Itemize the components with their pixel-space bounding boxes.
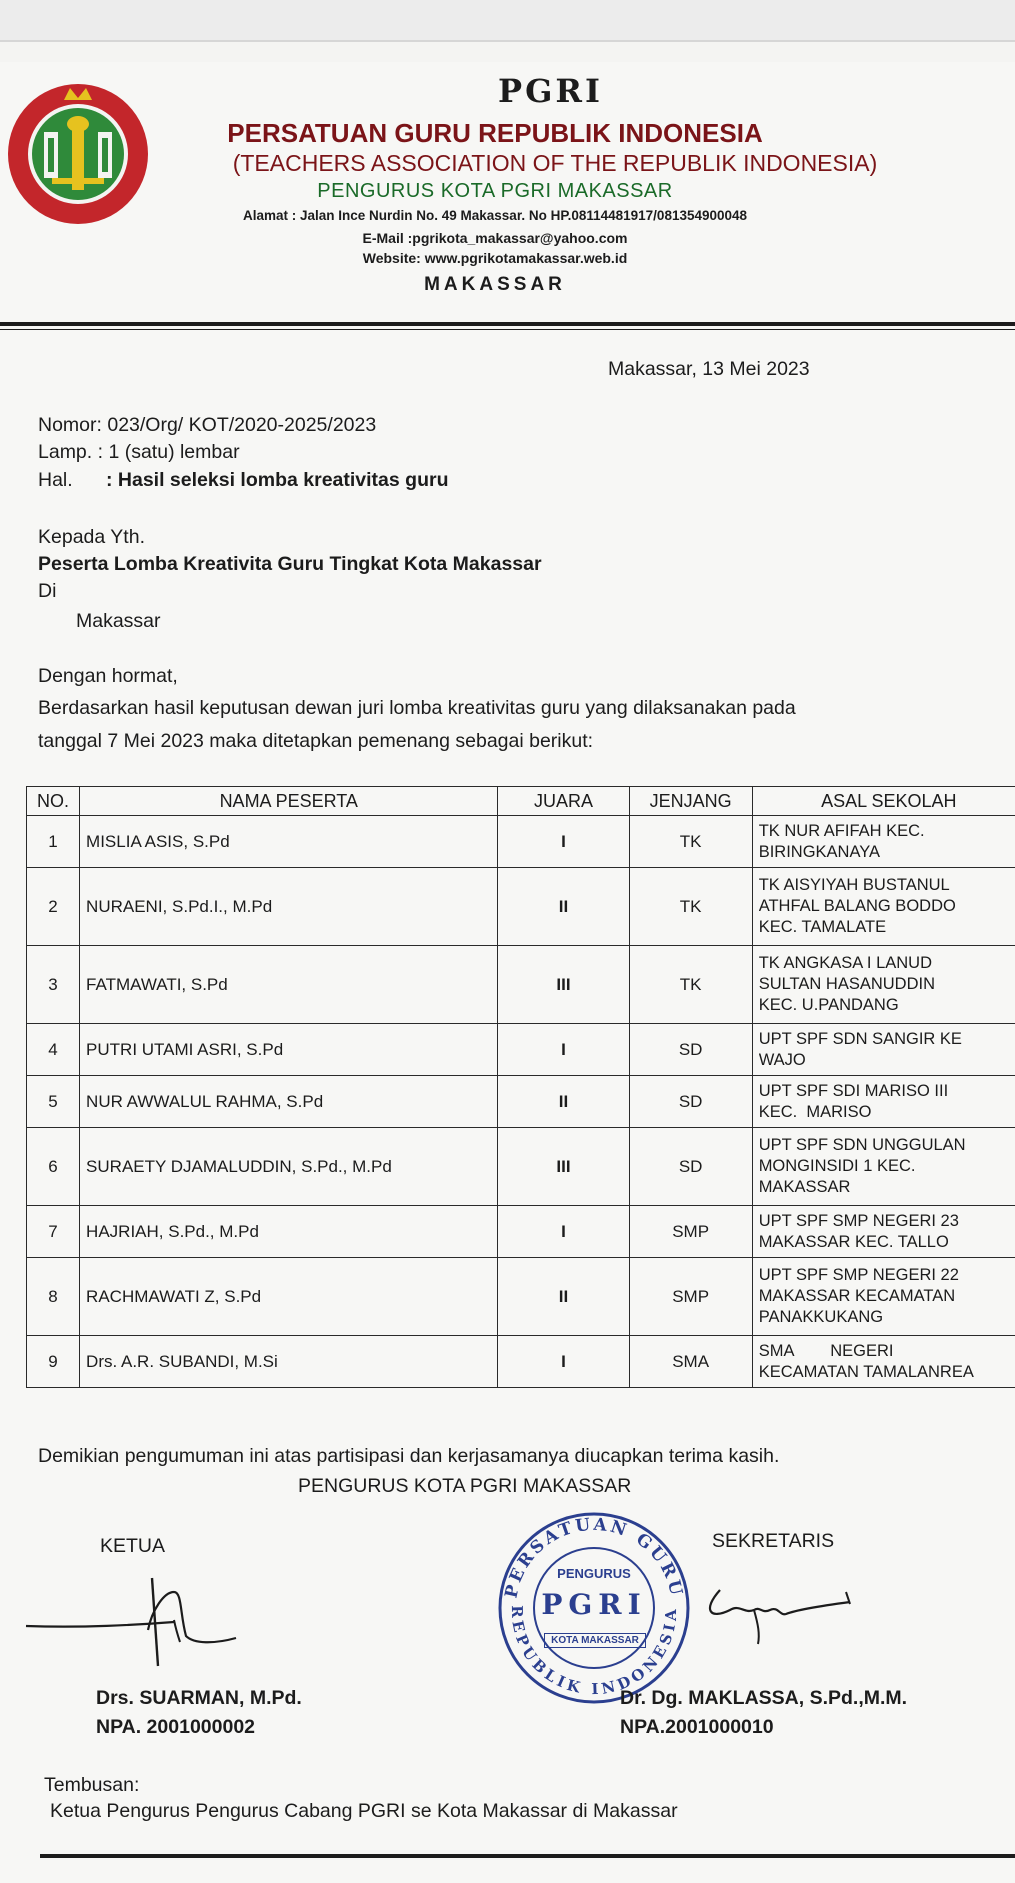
header-juara: JUARA [498,787,629,816]
asal-line: KEC. MARISO [758,1102,872,1121]
row-juara: III [498,1128,629,1206]
row-no: 5 [27,1076,80,1128]
asal-line: WAJO [758,1050,806,1069]
address-line: Alamat : Jalan Ince Nurdin No. 49 Makassar. No HP.08114481917/081354900048 [242,208,748,223]
row-jenjang: SMP [629,1206,752,1258]
row-name: RACHMAWATI Z, S.Pd [80,1258,498,1336]
row-juara: I [498,1336,629,1388]
svg-text:REPUBLIK INDONESIA: REPUBLIK INDONESIA [507,1605,681,1699]
website-line: Website: www.pgrikotamakassar.web.id [362,250,628,266]
asal-line: SULTAN HASANUDDIN [758,975,936,993]
table-row [27,1206,1015,1258]
letter-number: Nomor: 023/Org/ KOT/2020-2025/2023 [38,414,377,436]
table-row [27,1258,1015,1336]
addressee-place: Makassar [76,610,161,632]
asal-line: UPT SPF SMP NEGERI 22 [758,1266,959,1284]
asal-line: TK NUR AFIFAH KEC. [758,821,925,840]
row-name: NURAENI, S.Pd.I., M.Pd [80,868,498,946]
asal-line: KEC. TAMALATE [758,918,887,936]
row-no: 2 [27,868,80,946]
winners-table-body [27,816,1015,1388]
row-name: NUR AWWALUL RAHMA, S.Pd [80,1076,498,1128]
ketua-signature-icon [24,1570,244,1670]
top-bar [0,0,1015,40]
row-juara: III [498,946,629,1024]
table-row [27,1024,1015,1076]
row-asal-sekolah [752,1206,1015,1258]
table-row [27,1336,1015,1388]
row-jenjang: TK [629,946,752,1024]
winners-table [26,786,1015,1388]
table-header-row [27,787,1015,816]
asal-line: KEC. U.PANDANG [758,996,899,1014]
row-asal-sekolah [752,1258,1015,1336]
top-bar-divider [0,40,1015,42]
header-name: NAMA PESERTA [80,787,498,816]
subject-label: Hal. [38,469,73,491]
pgri-logo-icon [4,80,152,228]
asal-line: PANAKKUKANG [758,1308,884,1326]
ketua-name: Drs. SUARMAN, M.Pd. [96,1687,302,1709]
row-asal-sekolah [752,1024,1015,1076]
letter-date: Makassar, 13 Mei 2023 [608,358,810,380]
letterhead-rule-thick [0,322,1015,326]
branch-name: PENGURUS KOTA PGRI MAKASSAR [317,180,673,202]
header-no: NO. [27,787,80,816]
row-jenjang: TK [629,816,752,868]
header-jenjang: JENJANG [629,787,752,816]
letterhead-rule-thin [0,329,1015,330]
sekretaris-title: SEKRETARIS [712,1530,835,1552]
asal-line: MAKASSAR KECAMATAN [758,1287,956,1305]
asal-line: KECAMATAN TAMALANREA [758,1362,974,1381]
org-name: PERSATUAN GURU REPUBLIK INDONESIA [227,118,763,148]
table-row [27,816,1015,868]
org-short-name: PGRI [498,72,603,110]
row-juara: II [498,1258,629,1336]
body-line-2: tanggal 7 Mei 2023 maka ditetapkan pemenang sebagai berikut: [38,730,594,752]
row-no: 9 [27,1336,80,1388]
row-name: HAJRIAH, S.Pd., M.Pd [80,1206,498,1258]
body-line-1: Berdasarkan hasil keputusan dewan juri lomba kreativitas guru yang dilaksanakan pada [38,697,796,719]
svg-text:PERSATUAN GURU: PERSATUAN GURU [501,1514,687,1600]
ketua-npa: NPA. 2001000002 [96,1716,256,1738]
row-juara: II [498,868,629,946]
cc-title: Tembusan: [44,1774,140,1796]
table-row [27,1128,1015,1206]
row-asal-sekolah [752,816,1015,868]
email-line: E-Mail :pgrikota_makassar@yahoo.com [362,230,628,246]
addressee-label: Kepada Yth. [38,526,145,548]
seal-text-layer [494,1508,694,1708]
seal-label-bottom: KOTA MAKASSAR [544,1633,646,1648]
recipient: Peserta Lomba Kreativita Guru Tingkat Kota Makassar [38,553,542,575]
row-no: 4 [27,1024,80,1076]
seal-label-top: PENGURUS [557,1566,631,1581]
asal-line: TK ANGKASA I LANUD [758,954,932,972]
row-name: SURAETY DJAMALUDDIN, S.Pd., M.Pd [80,1128,498,1206]
row-juara: II [498,1076,629,1128]
asal-line: SMA NEGERI [758,1341,894,1360]
signing-body: PENGURUS KOTA PGRI MAKASSAR [298,1475,632,1497]
subject-value: : Hasil seleksi lomba kreativitas guru [106,469,449,491]
row-no: 7 [27,1206,80,1258]
row-jenjang: TK [629,868,752,946]
row-jenjang: SMP [629,1258,752,1336]
sekretaris-npa: NPA.2001000010 [620,1716,774,1738]
row-no: 6 [27,1128,80,1206]
row-jenjang: SD [629,1076,752,1128]
asal-line: TK AISYIYAH BUSTANUL [758,876,950,894]
greeting: Dengan hormat, [38,665,178,687]
addressee-di: Di [38,580,57,602]
row-asal-sekolah [752,1128,1015,1206]
closing-text: Demikian pengumuman ini atas partisipasi dan kerjasamanya diucapkan terima kasih. [38,1445,780,1467]
row-no: 3 [27,946,80,1024]
row-name: Drs. A.R. SUBANDI, M.Si [80,1336,498,1388]
asal-line: MONGINSIDI 1 KEC. [758,1157,916,1175]
seal-center-text: PGRI [541,1588,647,1621]
asal-line: MAKASSAR [758,1178,851,1196]
sekretaris-name: Dr. Dg. MAKLASSA, S.Pd.,M.M. [620,1687,908,1709]
row-name: PUTRI UTAMI ASRI, S.Pd [80,1024,498,1076]
asal-line: UPT SPF SMP NEGERI 23 [758,1211,959,1230]
asal-line: UPT SPF SDI MARISO III [758,1081,949,1100]
letter-attachment: Lamp. : 1 (satu) lembar [38,441,240,463]
row-asal-sekolah [752,1336,1015,1388]
row-name: MISLIA ASIS, S.Pd [80,816,498,868]
org-name-english: (TEACHERS ASSOCIATION OF THE REPUBLIK INDONESIA) [232,150,878,176]
header-asal: ASAL SEKOLAH [752,787,1015,816]
table-row [27,946,1015,1024]
cc-line: Ketua Pengurus Pengurus Cabang PGRI se Kota Makassar di Makassar [50,1800,678,1822]
asal-line: UPT SPF SDN UNGGULAN [758,1136,966,1154]
row-juara: I [498,1206,629,1258]
row-jenjang: SD [629,1128,752,1206]
asal-line: ATHFAL BALANG BODDO [758,897,956,915]
row-jenjang: SMA [629,1336,752,1388]
ketua-title: KETUA [100,1535,166,1557]
row-jenjang: SD [629,1024,752,1076]
row-no: 1 [27,816,80,868]
row-juara: I [498,1024,629,1076]
row-asal-sekolah [752,1076,1015,1128]
city-name: MAKASSAR [424,274,566,295]
table-row [27,1076,1015,1128]
asal-line: BIRINGKANAYA [758,842,881,861]
footer-rule [40,1854,1015,1858]
sekretaris-signature-icon [700,1580,860,1650]
asal-line: UPT SPF SDN SANGIR KE [758,1029,962,1048]
row-no: 8 [27,1258,80,1336]
asal-line: MAKASSAR KEC. TALLO [758,1232,949,1251]
row-juara: I [498,816,629,868]
row-asal-sekolah [752,868,1015,946]
table-row [27,868,1015,946]
row-name: FATMAWATI, S.Pd [80,946,498,1024]
row-asal-sekolah [752,946,1015,1024]
